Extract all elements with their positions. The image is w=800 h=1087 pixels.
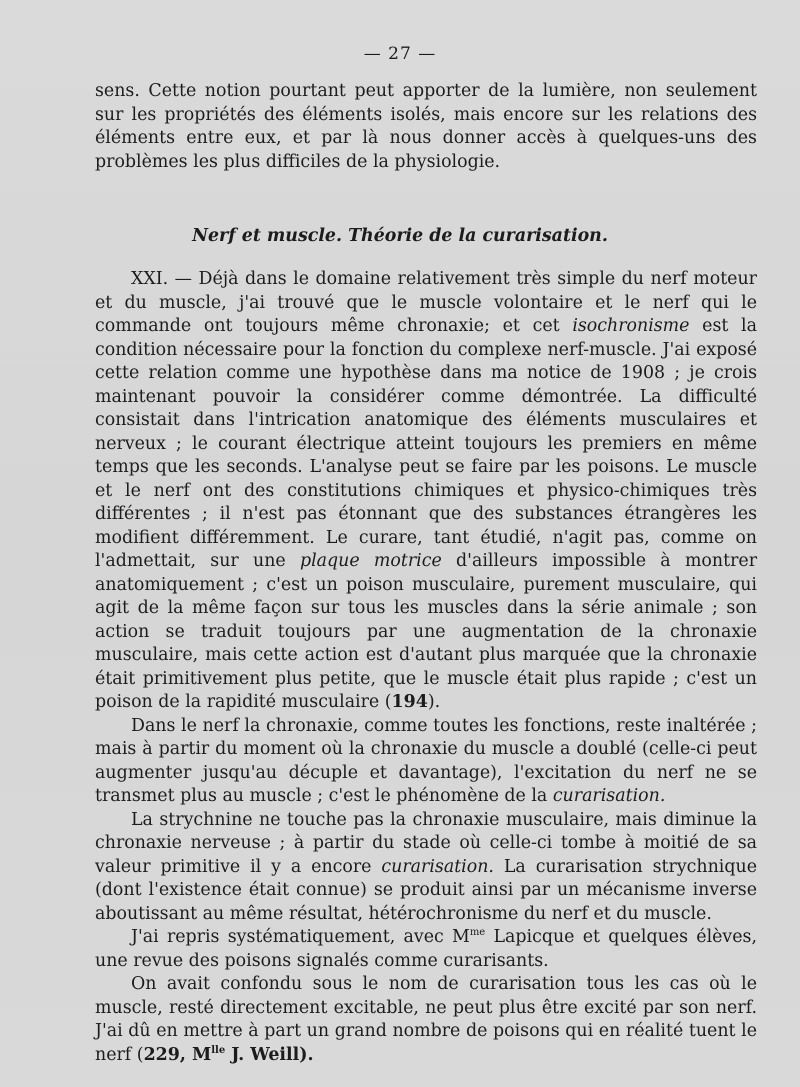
- p1-end: ).: [427, 692, 441, 712]
- paragraph-confusion: [95, 973, 757, 1067]
- intro-text: sens. Cette notion pourtant peut apporter de la lumière, non seulement sur les propriétés des éléments isolés, mais encore sur les relations des éléments entre eux, et par là nous donner accès à quelques-uns des problèmes les plus difficiles de la physiologie.: [95, 81, 757, 172]
- reference-194: 194: [391, 692, 428, 712]
- section-title: Nerf et muscle. Théorie de la curarisation.: [192, 226, 608, 246]
- p4-text-b: Lapicque et quelques élèves, une revue des poisons signalés comme curarisants.: [95, 927, 757, 971]
- p2-italic-curarisation: curarisation.: [552, 786, 666, 806]
- p5-superscript-lle: lle: [211, 1044, 226, 1056]
- p4-text-a: J'ai repris systématiquement, avec M: [131, 927, 470, 947]
- p3-text-a: La strychnine ne touche pas la chronaxie musculaire, mais diminue la chronaxie nerveuse ; à partir du stade où celle-ci tombe à moitié de sa valeur primitive il y a encore: [95, 809, 757, 877]
- p3-italic-curarisation: curarisation.: [381, 856, 494, 877]
- paragraph-strychnine: [95, 809, 757, 927]
- p2-text-a: Dans le nerf la chronaxie, comme toutes les fonctions, reste inaltérée ; mais à partir du moment où la chronaxie du muscle a doublé (celle-ci peut augmenter jusqu'au décuple et davantage), l'excitation du nerf ne se transmet plus au muscle ; c'est le phénomène de la: [95, 715, 757, 806]
- intro-paragraph: [95, 80, 757, 174]
- paragraph-revue-poisons: [95, 926, 757, 973]
- p1-text-b: est la condition nécessaire pour la fonction du complexe nerf-muscle. J'ai exposé cette relation comme une hypothèse dans ma notice de 1908 ; je crois maintenant pouvoir la considérer comme démontrée. La difficulté consistait dans l'intrication anatomique des éléments musculaires et nerveux ; le courant électrique atteint toujours les premiers en même temps que les seconds. L'analyse peut se faire par les poisons. Le muscle et le nerf ont des constitutions chimiques et physico-chimiques très différentes ; il n'est pas étonnant que des substances étrangères les modifient différemment. Le curare, tant étudié, n'agit pas, comme on l'admettait, sur une: [95, 316, 757, 571]
- body-text: [95, 268, 757, 1067]
- p3-text-b: La curarisation strychnique (dont l'existence était connue) se produit ainsi par un mécanisme inverse aboutissant au même résultat, hétérochronisme du nerf et du muscle.: [95, 856, 757, 924]
- paragraph-nerf-chronaxie: [95, 715, 757, 809]
- p5-text-c: J. Weill).: [225, 1044, 314, 1065]
- paragraph-xxi: [95, 268, 757, 715]
- p1-italic-plaque: plaque motrice: [299, 551, 442, 571]
- reference-229: 229: [143, 1044, 180, 1065]
- p5-text-a: On avait confondu sous le nom de curarisation tous les cas où le muscle, resté directement excitable, ne peut plus être excité par son nerf. J'ai dû en mettre à part un grand nombre de poisons qui en réalité tuent le nerf (: [95, 974, 757, 1065]
- page-number: — 27 —: [363, 44, 437, 64]
- p1-text-a: XXI. — Déjà dans le domaine relativement très simple du nerf moteur et du muscle, j'ai trouvé que le muscle volontaire et le nerf qui le commande ont toujours même chronaxie; et cet: [95, 269, 757, 336]
- p1-text-c: d'ailleurs impossible à montrer anatomiquement ; c'est un poison musculaire, purement musculaire, qui agit de la même façon sur tous les muscles dans la série animale ; son action se traduit toujours par une augmentation de la chronaxie musculaire, mais cette action est d'autant plus marquée que la chronaxie était primitivement plus petite, que le muscle était plus rapide ; c'est un poison de la rapidité musculaire (: [95, 551, 758, 712]
- p4-superscript-me: me: [469, 927, 486, 939]
- p1-italic-isochronisme: isochronisme: [572, 316, 690, 336]
- p5-text-b: , M: [179, 1044, 212, 1065]
